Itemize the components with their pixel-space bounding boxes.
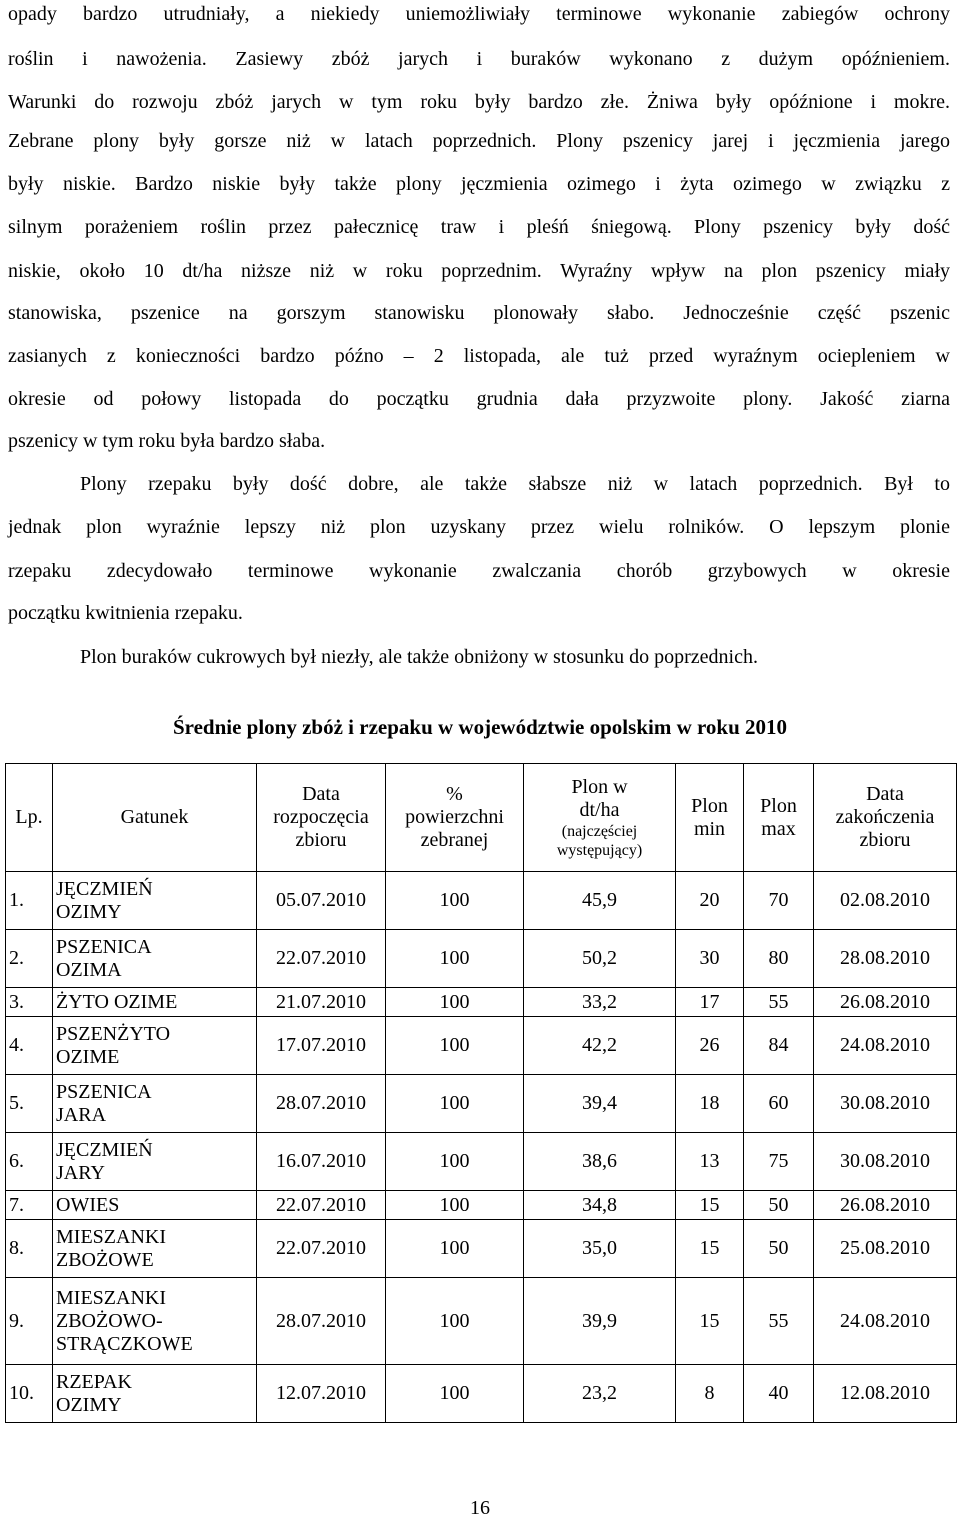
paragraph-1-line: Warunki do rozwoju zbóż jarych w tym roku były bardzo złe. Żniwa były opóźnione i mokre. bbox=[8, 91, 950, 113]
cell-gatunek bbox=[53, 1017, 257, 1075]
cell-yield: 45,9 bbox=[524, 872, 676, 930]
cell-yield: 50,2 bbox=[524, 930, 676, 988]
gatunek-line: PSZENICA bbox=[56, 1080, 152, 1103]
table-row bbox=[6, 1278, 957, 1365]
cell-end-date: 26.08.2010 bbox=[814, 1191, 957, 1220]
table-body bbox=[6, 872, 957, 1423]
gatunek-line: JĘCZMIEŃ bbox=[56, 1138, 153, 1161]
paragraph-1-line: stanowiska, pszenice na gorszym stanowisku plonowały słabo. Jednocześnie część pszenic bbox=[8, 302, 950, 324]
paragraph-1-line: opady bardzo utrudniały, a niekiedy uniemożliwiały terminowe wykonanie zabiegów ochrony bbox=[8, 3, 950, 25]
table-row bbox=[6, 872, 957, 930]
cell-max: 40 bbox=[744, 1365, 814, 1423]
cell-percent: 100 bbox=[386, 1365, 524, 1423]
cell-min: 15 bbox=[676, 1278, 744, 1365]
cell-end-date: 28.08.2010 bbox=[814, 930, 957, 988]
table-row bbox=[6, 1365, 957, 1423]
cell-percent: 100 bbox=[386, 930, 524, 988]
cell-min: 20 bbox=[676, 872, 744, 930]
gatunek-line: ZBOŻOWE bbox=[56, 1248, 154, 1271]
cell-percent: 100 bbox=[386, 1075, 524, 1133]
table-row bbox=[6, 1191, 957, 1220]
cell-max: 80 bbox=[744, 930, 814, 988]
cell-yield: 35,0 bbox=[524, 1220, 676, 1278]
cell-gatunek bbox=[53, 930, 257, 988]
gatunek-line: RZEPAK bbox=[56, 1370, 132, 1393]
header-start-date: Data rozpoczęcia zbioru bbox=[257, 764, 386, 872]
cell-percent: 100 bbox=[386, 1133, 524, 1191]
cell-min: 8 bbox=[676, 1365, 744, 1423]
header-yield: Plon w dt/ha (najczęściej występujący) bbox=[524, 764, 676, 872]
gatunek-line: ZBOŻOWO- bbox=[56, 1309, 163, 1332]
paragraph-2-line: jednak plon wyraźnie lepszy niż plon uzyskany przez wielu rolników. O lepszym plonie bbox=[8, 516, 950, 538]
cell-end-date: 25.08.2010 bbox=[814, 1220, 957, 1278]
cell-min: 30 bbox=[676, 930, 744, 988]
cell-start-date: 17.07.2010 bbox=[257, 1017, 386, 1075]
header-gatunek: Gatunek bbox=[53, 764, 257, 872]
cell-gatunek bbox=[53, 872, 257, 930]
paragraph-1-line: zasianych z konieczności bardzo późno – 2 listopada, ale tuż przed wyraźnym ociepleniem w bbox=[8, 345, 950, 367]
cell-yield: 33,2 bbox=[524, 988, 676, 1017]
header-lp: Lp. bbox=[6, 764, 53, 872]
cell-lp: 6. bbox=[6, 1133, 53, 1191]
paragraph-1-line: niskie, około 10 dt/ha niższe niż w roku poprzednim. Wyraźny wpływ na plon pszenicy miały bbox=[8, 260, 950, 282]
cell-start-date: 28.07.2010 bbox=[257, 1075, 386, 1133]
paragraph-1-line: pszenicy w tym roku była bardzo słaba. bbox=[8, 430, 326, 452]
header-end-date: Data zakończenia zbioru bbox=[814, 764, 957, 872]
cell-gatunek bbox=[53, 1278, 257, 1365]
table-title: Średnie plony zbóż i rzepaku w województwie opolskim w roku 2010 bbox=[172, 715, 788, 739]
cell-max: 75 bbox=[744, 1133, 814, 1191]
cell-gatunek bbox=[53, 1133, 257, 1191]
gatunek-line: OWIES bbox=[56, 1193, 120, 1216]
paragraph-1-line: roślin i nawożenia. Zasiewy zbóż jarych i buraków wykonano z dużym opóźnieniem. bbox=[8, 48, 950, 70]
cell-min: 18 bbox=[676, 1075, 744, 1133]
header-min: Plon min bbox=[676, 764, 744, 872]
cell-percent: 100 bbox=[386, 1220, 524, 1278]
gatunek-line: STRĄCZKOWE bbox=[56, 1332, 193, 1355]
paragraph-2-line: rzepaku zdecydowało terminowe wykonanie zwalczania chorób grzybowych w okresie bbox=[8, 560, 950, 582]
page-number: 16 bbox=[470, 1497, 490, 1519]
cell-max: 55 bbox=[744, 988, 814, 1017]
gatunek-line: JARA bbox=[56, 1103, 107, 1126]
cell-gatunek bbox=[53, 988, 257, 1017]
cell-end-date: 24.08.2010 bbox=[814, 1017, 957, 1075]
cell-percent: 100 bbox=[386, 1278, 524, 1365]
table-row bbox=[6, 1017, 957, 1075]
cell-min: 26 bbox=[676, 1017, 744, 1075]
paragraph-2-line: Plony rzepaku były dość dobre, ale także słabsze niż w latach poprzednich. Był to bbox=[80, 473, 950, 495]
gatunek-line: MIESZANKI bbox=[56, 1286, 166, 1309]
paragraph-1-line: okresie od połowy listopada do początku grudnia dała przyzwoite plony. Jakość ziarna bbox=[8, 388, 950, 410]
gatunek-line: OZIME bbox=[56, 1045, 120, 1068]
cell-lp: 7. bbox=[6, 1191, 53, 1220]
cell-yield: 39,9 bbox=[524, 1278, 676, 1365]
cell-min: 15 bbox=[676, 1191, 744, 1220]
cell-lp: 3. bbox=[6, 988, 53, 1017]
paragraph-3-line: Plon buraków cukrowych był niezły, ale także obniżony w stosunku do poprzednich. bbox=[80, 646, 758, 668]
table-row bbox=[6, 930, 957, 988]
gatunek-line: OZIMY bbox=[56, 900, 122, 923]
cell-start-date: 16.07.2010 bbox=[257, 1133, 386, 1191]
cell-lp: 10. bbox=[6, 1365, 53, 1423]
table-row bbox=[6, 988, 957, 1017]
cell-lp: 4. bbox=[6, 1017, 53, 1075]
cell-percent: 100 bbox=[386, 988, 524, 1017]
cell-yield: 34,8 bbox=[524, 1191, 676, 1220]
header-percent: % powierzchni zebranej bbox=[386, 764, 524, 872]
gatunek-line: PSZENŻYTO bbox=[56, 1022, 171, 1045]
cell-start-date: 21.07.2010 bbox=[257, 988, 386, 1017]
cell-gatunek bbox=[53, 1365, 257, 1423]
cell-min: 13 bbox=[676, 1133, 744, 1191]
cell-max: 60 bbox=[744, 1075, 814, 1133]
yields-table bbox=[5, 763, 957, 1423]
header-max: Plon max bbox=[744, 764, 814, 872]
cell-end-date: 24.08.2010 bbox=[814, 1278, 957, 1365]
cell-gatunek bbox=[53, 1075, 257, 1133]
cell-max: 50 bbox=[744, 1220, 814, 1278]
cell-lp: 8. bbox=[6, 1220, 53, 1278]
gatunek-line: OZIMY bbox=[56, 1393, 122, 1416]
table-row bbox=[6, 1133, 957, 1191]
cell-yield: 38,6 bbox=[524, 1133, 676, 1191]
gatunek-line: JARY bbox=[56, 1161, 105, 1184]
cell-end-date: 12.08.2010 bbox=[814, 1365, 957, 1423]
cell-min: 17 bbox=[676, 988, 744, 1017]
cell-yield: 42,2 bbox=[524, 1017, 676, 1075]
cell-start-date: 22.07.2010 bbox=[257, 930, 386, 988]
gatunek-line: PSZENICA bbox=[56, 935, 152, 958]
cell-max: 70 bbox=[744, 872, 814, 930]
cell-lp: 2. bbox=[6, 930, 53, 988]
cell-start-date: 22.07.2010 bbox=[257, 1191, 386, 1220]
gatunek-line: OZIMA bbox=[56, 958, 122, 981]
paragraph-1-line: silnym porażeniem roślin przez pałecznicę traw i pleśń śniegową. Plony pszenicy były dość bbox=[8, 216, 950, 238]
cell-max: 50 bbox=[744, 1191, 814, 1220]
table-row bbox=[6, 1220, 957, 1278]
cell-yield: 23,2 bbox=[524, 1365, 676, 1423]
table-header-row bbox=[6, 764, 957, 872]
table-row bbox=[6, 1075, 957, 1133]
cell-end-date: 26.08.2010 bbox=[814, 988, 957, 1017]
cell-percent: 100 bbox=[386, 1017, 524, 1075]
gatunek-line: ŻYTO OZIME bbox=[56, 990, 178, 1013]
paragraph-1-line: Zebrane plony były gorsze niż w latach poprzednich. Plony pszenicy jarej i jęczmienia jarego bbox=[8, 130, 950, 152]
cell-percent: 100 bbox=[386, 872, 524, 930]
paragraph-2-line: początku kwitnienia rzepaku. bbox=[8, 602, 243, 624]
cell-yield: 39,4 bbox=[524, 1075, 676, 1133]
cell-end-date: 02.08.2010 bbox=[814, 872, 957, 930]
cell-max: 55 bbox=[744, 1278, 814, 1365]
cell-start-date: 28.07.2010 bbox=[257, 1278, 386, 1365]
cell-end-date: 30.08.2010 bbox=[814, 1075, 957, 1133]
cell-gatunek bbox=[53, 1220, 257, 1278]
cell-start-date: 22.07.2010 bbox=[257, 1220, 386, 1278]
cell-start-date: 05.07.2010 bbox=[257, 872, 386, 930]
cell-max: 84 bbox=[744, 1017, 814, 1075]
cell-percent: 100 bbox=[386, 1191, 524, 1220]
cell-lp: 9. bbox=[6, 1278, 53, 1365]
cell-lp: 5. bbox=[6, 1075, 53, 1133]
cell-min: 15 bbox=[676, 1220, 744, 1278]
gatunek-line: JĘCZMIEŃ bbox=[56, 877, 153, 900]
paragraph-1-line: były niskie. Bardzo niskie były także plony jęczmienia ozimego i żyta ozimego w związku z bbox=[8, 173, 950, 195]
cell-end-date: 30.08.2010 bbox=[814, 1133, 957, 1191]
cell-gatunek bbox=[53, 1191, 257, 1220]
gatunek-line: MIESZANKI bbox=[56, 1225, 166, 1248]
cell-lp: 1. bbox=[6, 872, 53, 930]
cell-start-date: 12.07.2010 bbox=[257, 1365, 386, 1423]
